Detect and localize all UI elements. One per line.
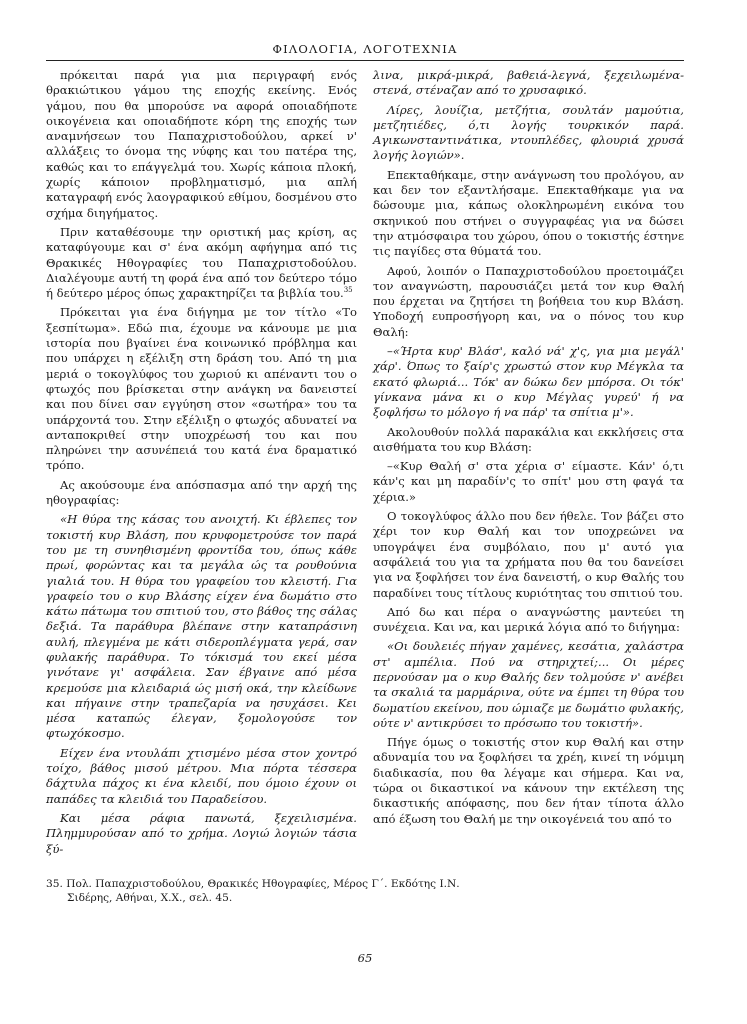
paragraph-text: Ακολουθούν πολλά παρακάλια και εκκλήσεις στα αισθήματα του κυρ Βλάση: bbox=[373, 424, 684, 454]
footnote-line: 35. Πολ. Παπαχριστοδούλου, Θρακικές Ηθογραφίες, Μέρος Γ΄. Εκδότης Ι.Ν. bbox=[46, 878, 460, 890]
left-column bbox=[46, 68, 357, 861]
page-number: 65 bbox=[357, 951, 373, 965]
paragraph-text: Λίρες, λουίζια, μετζήτια, σουλτάν μαμούτια, μετζητιέδες, ό,τι λογής τουρκικόν παρά. Αγικωνσταντινάτικα, ντουπλέδες, φλουριά χρυσά λογής λογιών». bbox=[373, 102, 684, 163]
paragraph bbox=[373, 344, 684, 420]
footnote bbox=[46, 877, 684, 905]
paragraph bbox=[373, 735, 684, 827]
paragraph-text: «Οι δουλειές πήγαν χαμένες, κεσάτια, χαλάστρα στ' αμπέλια. Πού να στηριχτεί;... Οι μέρες περνούσαν μα ο κυρ Θαλής δεν τολμούσε ν' ανέβει τα σκαλιά τα μαρμάρινα, ούτε να έμπει τη θύρα του δωματίου εκείνου, που ώμιαζε με δωμάτιο φυλακής, ούτε ν' αντικρύσει το πρόσωπο του τοκιστή». bbox=[373, 639, 684, 730]
paragraph-text: Πρόκειται για ένα διήγημα με τον τίτλο «Το ξεσπίτωμα». Εδώ πια, έχουμε να κάνουμε με μια ιστορία που βγαίνει ένα κοινωνικό πρόβλημα και που υπάρχει η εξέλιξη στη δράση του. Από τη μια μεριά ο τοκογλύφος του χωριού κι απέναντι του ο φτωχός που βρίσκεται στην ανάγκη να δανειστεί και που δίνει σαν εγγύηση στον «σωτήρα» του τα υπάρχοντά του. Στην εξέλιξη ο φτωχός αδυνατεί να ανταποκριθεί στην υποχρέωσή του και που πληρώνει την ασυνέπειά του κατά ένα δραματικό τρόπο. bbox=[46, 305, 357, 473]
paragraph-text: Πριν καταθέσουμε την οριστική μας κρίση, ας καταφύγουμε και σ' ένα ακόμη αφήγημα από τις Θρακικές Ηθογραφίες του Παπαχριστοδούλου. Διαλέγουμε αυτή τη φορά ένα από τον δεύτερο τόμο ή δεύτερο μέρος όπως χαρακτηρίζει τα βιβλία του. bbox=[46, 224, 357, 301]
paragraph-text: –«Ήρτα κυρ' Βλάσ', καλό νά' χ'ς, για μια μεγάλ' χάρ'. Όπως το ξαίρ'ς χρωστώ στον κυρ Μέγκλα τα εκατό φλωριά... Τόκ' αν δώκω δεν μπόρσα. Οι τόκ' γίνκανα μάνα κι ο κυρ Μέγλας γυρεύ' ή να ξοφλήσω το μόλογο ή να πάρ' τα σπίτια μ'». bbox=[373, 344, 684, 420]
paragraph bbox=[373, 509, 684, 601]
paragraph bbox=[373, 425, 684, 456]
paragraph bbox=[373, 639, 684, 731]
paragraph bbox=[373, 264, 684, 340]
paragraph bbox=[373, 459, 684, 505]
paragraph-text: Πήγε όμως ο τοκιστής στον κυρ Θαλή και στην αδυναμία του να ξοφλήσει τα χρέη, κινεί τη νόμιμη διαδικασία, που θα λέγαμε και σήμερα. Και να, τώρα οι δικαστικοί να κάνουν την εκτέλεση της δικαστικής απόφασης, που δεν ήταν τίποτα άλλο από έξωση του Θαλή με την οικογένειά του από το bbox=[373, 735, 684, 826]
paragraph bbox=[46, 68, 357, 221]
paragraph-text: πρόκειται παρά για μια περιγραφή ενός θρακιώτικου γάμου της εποχής εκείνης. Ενός γάμου, που θα μπορούσε να αφορά οποιαδήποτε οικογένεια και οποιαδήποτε κόρη της εποχής των αναμνήσεων του Παπαχριστοδούλου, αρκεί ν' αλλάξεις το όνομα της νύφης και του πατέρα της, καθώς και το επάγγελμά του. Χωρίς κάποια πλοκή, χωρίς κάποιον προβληματισμό, μια απλή καταγραφή ενός λαογραφικού εθίμου, δοσμένου στο σχήμα διηγήματος. bbox=[46, 68, 357, 220]
paragraph bbox=[373, 605, 684, 636]
right-column bbox=[373, 68, 684, 831]
paragraph bbox=[46, 478, 357, 509]
header-rule bbox=[46, 60, 684, 61]
paragraph-text: Είχεν ένα ντουλάπι χτισμένο μέσα στον χοντρό τοίχο, βάθος μισού μέτρου. Μια πόρτα τέσσερα δάχτυλα πάχος κι ένα κλειδί, που όμοιο έχουν οι παπάδες τα κλειδιά του Παραδείσου. bbox=[46, 745, 357, 806]
paragraph-text: Επεκταθήκαμε, στην ανάγνωση του προλόγου, αν και δεν τον εξαντλήσαμε. Επεκταθήκαμε για να δώσουμε μια, κάπως ολοκληρωμένη εικόνα του σκηνικού που στήνει ο συγγραφέας για να δώσει την ατμόσφαιρα του χώρου, όπου ο τοκιστής έστηνε τις παγίδες στα θύματά του. bbox=[373, 167, 684, 259]
footnote-ref: 35 bbox=[343, 286, 353, 295]
paragraph-text: «Η θύρα της κάσας του ανοιχτή. Κι έβλεπες τον τοκιστή κυρ Βλάση, που κρυφομετρούσε τον παρά του με τη συνηθισμένη φροντίδα του, όπως κάθε πρωί, φορώντας και τα μεγάλα ώς τα ρουθούνια γιαλιά του. Η θύρα του γραφείου του κλειστή. Για γραφείο του ο κυρ Βλάσης είχεν ένα δωμάτιο στο κάτω πάτωμα του σπιτιού του, στο βάθος της σάλας δεξιά. Τα παράθυρα βλέπανε στην καταπράσινη αυλή, πλεγμένα με κάτι σιδεροπλέγματα γερά, σαν φυλακής παράθυρα. Το τόκισμά του εκεί μέσα γινότανε γι' ασφάλεια. Σαν έβγαινε από μέσα κρεμούσε μια κλειδαριά ώς μισή οκά, την κλείδωνε και πήγαινε στην τραπεζαρία να ησυχάσει. Κει μέσα καταπώς έλεγαν, ξομολογούσε τον φτωχόκοσμο. bbox=[46, 512, 357, 741]
paragraph-text: Από δω και πέρα ο αναγνώστης μαντεύει τη συνέχεια. Και να, και μερικά λόγια από το διήγημα: bbox=[373, 604, 684, 635]
footnote-line: Σιδέρης, Αθήναι, Χ.Χ., σελ. 45. bbox=[67, 892, 233, 904]
paragraph-text: Αφού, λοιπόν ο Παπαχριστοδούλου προετοιμάζει τον αναγνώστη, παρουσιάζει μετά τον κυρ Θαλή που έρχεται να ζητήσει τη βοήθεια του κυρ Βλάση. Υποδοχή ευπροσήγορη και, να ο πόνος του κυρ Θαλή: bbox=[373, 263, 684, 339]
paragraph-text: Και μέσα ράφια πανωτά, ξεχειλισμένα. Πλημμυρούσαν από το χρήμα. Λογιώ λογιών τάσια ξύ- bbox=[46, 810, 357, 856]
paragraph bbox=[46, 811, 357, 857]
paragraph bbox=[373, 168, 684, 260]
paragraph-text: λινα, μικρά-μικρά, βαθειά-λεγνά, ξεχειλωμένα-στενά, στέναζαν από το χρυσαφικό. bbox=[373, 68, 684, 98]
paragraph bbox=[46, 305, 357, 473]
paragraph bbox=[46, 512, 357, 741]
running-header: ΦΙΛΟΛΟΓΙΑ, ΛΟΓΟΤΕΧΝΙΑ bbox=[272, 42, 458, 56]
paragraph bbox=[46, 746, 357, 807]
paragraph bbox=[46, 225, 357, 301]
paragraph bbox=[373, 103, 684, 164]
paragraph-text: Ο τοκογλύφος άλλο που δεν ήθελε. Τον βάζει στο χέρι τον κυρ Θαλή και τον υποχρεώνει να υπογράψει ένα συμβόλαιο, που μ' αυτό για ασφάλειά του για τα χρήματα που θα του δανείσει για να ξοφλήσει τον ένα δανειστή, ο κυρ Θαλής του παραδίνει τους τίτλους κυριότητας του σπιτιού του. bbox=[373, 509, 684, 600]
paragraph bbox=[373, 68, 684, 99]
paragraph-text: Ας ακούσουμε ένα απόσπασμα από την αρχή της ηθογραφίας: bbox=[46, 477, 357, 508]
paragraph-text: –«Κυρ Θαλή σ' στα χέρια σ' είμαστε. Κάν' ό,τι κάν'ς και μη παραδίν'ς το σπίτ' μου στη φαγά τα χέρια.» bbox=[373, 459, 684, 504]
